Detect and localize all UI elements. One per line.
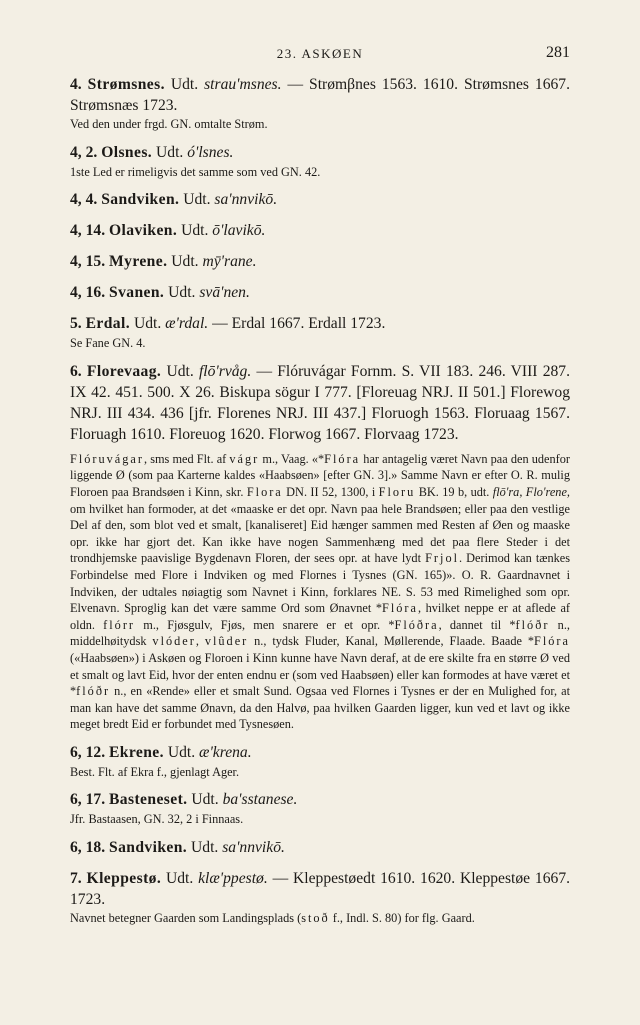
entry-note: 1ste Led er rimeligvis det samme som ved GN. 42. xyxy=(70,164,321,179)
entry-note: Jfr. Bastaasen, GN. 32, 2 i Finnaas. xyxy=(70,812,244,827)
entry-basteneset: 6, 17. Basteneset. Udt. ba'sstanese. xyxy=(70,791,298,809)
entry-olsnes: 4, 2. Olsnes. Udt. ó'lsnes. xyxy=(70,143,234,161)
entry-myrene: 4, 15. Myrene. Udt. mȳ'rane. xyxy=(70,253,257,271)
entry-note: Ved den under frgd. GN. omtalte Strøm. xyxy=(70,117,268,131)
entry-note: Se Fane GN. 4. xyxy=(70,336,146,351)
florevaag-commentary: Flóruvágar, sms med Flt. af vágr m., Vaag. «*Flóra har antagelig været Navn paa den udenfor liggende Ø (som paa Karterne kaldes «Haabsøen» [efter GN. 3].» Samme Navn er efter O. R. mulig Floroen paa Brandsøen i Kinn, skr. Flora DN. II 52, 1300, i Floru BK. 19 b, udt. flō'ra, Flo'rene, om hvilket han formoder, at det «maaske er det opr. Navn paa hele Brandsøen; eller paa den vestlige Del af den, som blot ved et smalt, [kanaliseret] Eid hænger sammen med Resten af Øen og maaske opr. ikke har gjort det. Kan ikke have nogen Sammenhæng med det paa flere Steder i det trondhjemske paavislige Bygdenavn Floren, der sees opr. at have lydt Frjol. Derimod kan tænkes Forbindelse med Flore i Indviken og med Flornes i Tysnes (GN. 165)». O. R. Gaardnavnet i Indviken, der udtales nøiagtig som Navnet i Kinn, forklares NE. S. 53 med Rimelighed som opr. Elvenavn. Sproglig kan det være samme Ord som Ønavnet *Flóra, hvilket neppe er at aflede af oldn. flórr m., Fjøsgulv, Fjøs, men snarere er et opr. *Flóðra, dannet til *flóðr n., middelhøitydsk vlóder, vlûder n., tydsk Fluder, Kanal, Møllerende, Flaade. Baade *Flóra («Haabsøen») i Askøen og Floroen i Kinn kunne have Navn deraf, at de ere skilte fra en større Ø ved et smalt og lavt Eid, hvor der enten endnu er (som ved Haabsøen) eller kan formodes at have været et *flóðr n., en «Rende» eller et smalt Sund. Ogsaa ved Flornes i Tysnes er der en Mulighed for, at man kan have det samme Ønavn, da den Halvø, paa hvilken Gaarden ligger, kun ved et lavt og ikke meget bredt Eid er forbundet med Tysnesøen. xyxy=(70,451,570,732)
entry-svanen: 4, 16. Svanen. Udt. svā'nen. xyxy=(70,284,250,302)
chapter-title: 23. ASKØEN xyxy=(276,46,364,61)
entry-ekrene: 6, 12. Ekrene. Udt. æ'krena. xyxy=(70,743,252,761)
entry-sandviken: 4, 4. Sandviken. Udt. sa'nnvikō. xyxy=(70,191,278,209)
entry-florevaag: 6. Florevaag. Udt. flō'rvåg. — Flóruvágar Fornm. S. VII 183. 246. VIII 287. IX 42. 451. 500. X 26. Biskupa sögur I 777. [Floreuag NRJ. II 501.] Florewog NRJ. III 434. 436 [jfr. Florenes NRJ. III 437.] Floruogh 1563. Floruaag 1567. Floruagh 1610. Floreuog 1620. Florwog 1667. Florvaag 1723. xyxy=(70,362,570,443)
entry-note: Best. Flt. af Ekra f., gjenlagt Ager. xyxy=(70,764,240,779)
entry-erdal: 5. Erdal. Udt. æ'rdal. — Erdal 1667. Erdall 1723. xyxy=(70,315,386,333)
entry-stromsnes: 4. Strømsnes. Udt. strau'msnes. — Strømβnes 1563. 1610. Strømsnes 1667. Strømsnæs 1723. xyxy=(70,76,570,114)
entry-olaviken: 4, 14. Olaviken. Udt. ō'lavikō. xyxy=(70,222,266,240)
page-number: 281 xyxy=(546,44,570,61)
entry-note: Navnet betegner Gaarden som Landingsplads (stoð f., Indl. S. 80) for flg. Gaard. xyxy=(70,911,475,926)
entry-sandviken-2: 6, 18. Sandviken. Udt. sa'nnvikō. xyxy=(70,839,285,857)
running-head xyxy=(70,44,570,68)
entry-kleppesto: 7. Kleppestø. Udt. klæ'ppestø. — Kleppestøedt 1610. 1620. Kleppestøe 1667. 1723. xyxy=(70,870,571,909)
